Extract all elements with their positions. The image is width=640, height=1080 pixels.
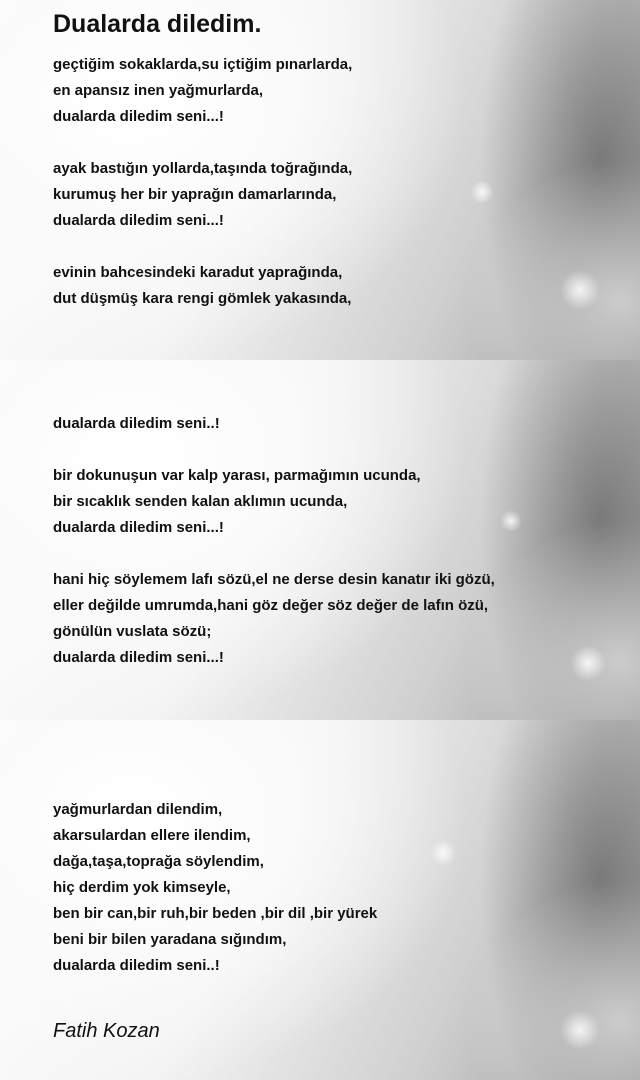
poem-line: ben bir can,bir ruh,bir beden ,bir dil ,bir yürek [53,905,378,922]
bokeh-light [560,270,600,310]
poem-line: hani hiç söylemem lafı sözü,el ne derse desin kanatır iki gözü, [53,571,495,588]
poem-line: en apansız inen yağmurlarda, [53,82,264,99]
poem-line: eller değilde umrumda,hani göz değer söz değer de lafın özü, [53,597,489,614]
bokeh-light [570,645,606,681]
stanza-block-2 [53,411,495,671]
poem-line: yağmurlardan dilendim, [53,801,223,818]
bokeh-light [560,1010,600,1050]
poem-line: beni bir bilen yaradana sığındım, [53,931,287,948]
stanza-block-3 [53,797,377,979]
poem-line: hiç derdim yok kimseyle, [53,879,231,896]
poem-panel-2 [0,360,640,720]
poem-line: bir dokunuşun var kalp yarası, parmağımın ucunda, [53,467,421,484]
poem-line: geçtiğim sokaklarda,su içtiğim pınarlarda, [53,56,353,73]
poem-line: dut düşmüş kara rengi gömlek yakasında, [53,290,352,307]
poem-line: gönülün vuslata sözü; [53,623,212,640]
poem-line: evinin bahcesindeki karadut yaprağında, [53,264,343,281]
poem-title: Dualarda diledim. [53,10,262,38]
stanza-block-1 [53,52,352,312]
poem-author: Fatih Kozan [53,1020,160,1042]
stanza-gap [53,130,352,156]
poem-line: dualarda diledim seni...! [53,649,224,666]
poem-line: dualarda diledim seni...! [53,108,224,125]
poem-line: akarsulardan ellere ilendim, [53,827,251,844]
poem-line: dualarda diledim seni...! [53,212,224,229]
poem-panel-3 [0,720,640,1080]
poem-line: ayak bastığın yollarda,taşında toğrağında, [53,160,353,177]
poem-line: bir sıcaklık senden kalan aklımın ucunda, [53,493,348,510]
stanza-gap [53,437,495,463]
bokeh-light [430,840,456,866]
bokeh-light [470,180,494,204]
stanza-gap [53,234,352,260]
poem-line: dualarda diledim seni...! [53,519,224,536]
poem-panel-1 [0,0,640,360]
stanza-gap [53,541,495,567]
poem-line: kurumuş her bir yaprağın damarlarında, [53,186,337,203]
bokeh-light [500,510,522,532]
poem-line: dağa,taşa,toprağa söylendim, [53,853,264,870]
poem-line: dualarda diledim seni..! [53,415,220,432]
poem-line: dualarda diledim seni..! [53,957,220,974]
